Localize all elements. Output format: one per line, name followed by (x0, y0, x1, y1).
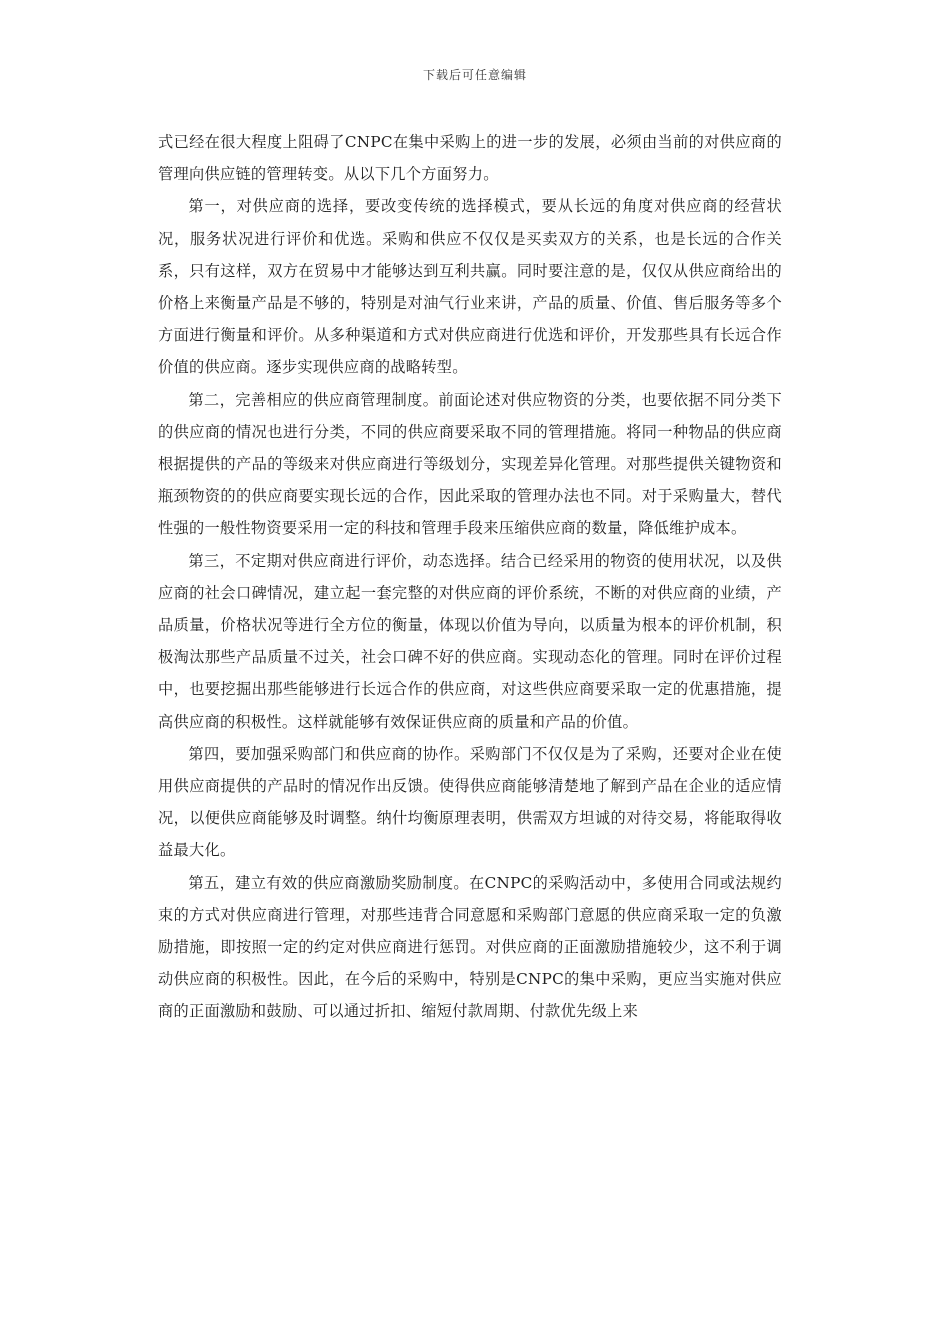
paragraph-point-1: 第一，对供应商的选择，要改变传统的选择模式，要从长远的角度对供应商的经营状况，服务状况进行评价和优选。采购和供应不仅仅是买卖双方的关系，也是长远的合作关系，只有这样，双方在贸易中才能够达到互利共赢。同时要注意的是，仅仅从供应商给出的价格上来衡量产品是不够的，特别是对油气行业来讲，产品的质量、价值、售后服务等多个方面进行衡量和评价。从多种渠道和方式对供应商进行优选和评价，开发那些具有长远合作价值的供应商。逐步实现供应商的战略转型。 (158, 197, 782, 377)
paragraph-point-3: 第三，不定期对供应商进行评价，动态选择。结合已经采用的物资的使用状况，以及供应商的社会口碑情况，建立起一套完整的对供应商的评价系统，不断的对供应商的业绩，产品质量，价格状况等进行全方位的衡量，体现以价值为导向，以质量为根本的评价机制，积极淘汰那些产品质量不过关，社会口碑不好的供应商。实现动态化的管理。同时在评价过程中，也要挖掘出那些能够进行长远合作的供应商，对这些供应商要采取一定的优惠措施，提高供应商的积极性。这样就能够有效保证供应商的质量和产品的价值。 (158, 551, 782, 731)
document-body (158, 126, 782, 1028)
page-header: 下载后可任意编辑 (422, 68, 527, 82)
paragraph-point-4: 第四，要加强采购部门和供应商的协作。采购部门不仅仅是为了采购，还要对企业在使用供应商提供的产品时的情况作出反馈。使得供应商能够清楚地了解到产品在企业的适应情况，以便供应商能够及时调整。纳什均衡原理表明，供需双方坦诚的对待交易，将能取得收益最大化。 (158, 744, 782, 860)
paragraph-point-5: 第五，建立有效的供应商激励奖励制度。在CNPC的采购活动中，多使用合同或法规约束的方式对供应商进行管理，对那些违背合同意愿和采购部门意愿的供应商采取一定的负激励措施，即按照一定的约定对供应商进行惩罚。对供应商的正面激励措施较少，这不利于调动供应商的积极性。因此，在今后的采购中，特别是CNPC的集中采购，更应当实施对供应商的正面激励和鼓励、可以通过折扣、缩短付款周期、付款优先级上来 (158, 873, 782, 1021)
paragraph-intro: 式已经在很大程度上阻碍了CNPC在集中采购上的进一步的发展，必须由当前的对供应商的管理向供应链的管理转变。从以下几个方面努力。 (158, 133, 782, 184)
paragraph-point-2: 第二，完善相应的供应商管理制度。前面论述对供应物资的分类，也要依据不同分类下的供应商的情况也进行分类，不同的供应商要采取不同的管理措施。将同一种物品的供应商根据提供的产品的等级来对供应商进行等级划分，实现差异化管理。对那些提供关键物资和瓶颈物资的的供应商要实现长远的合作，因此采取的管理办法也不同。对于采购量大，替代性强的一般性物资要采用一定的科技和管理手段来压缩供应商的数量，降低维护成本。 (158, 390, 782, 538)
